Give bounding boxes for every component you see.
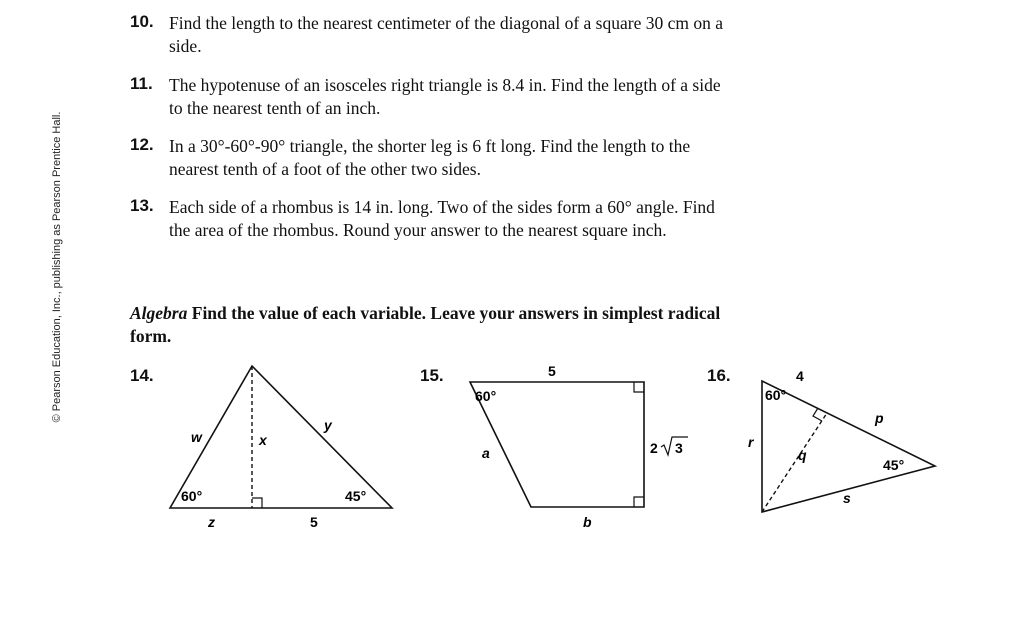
var-b: b: [583, 514, 592, 530]
figure-14: [170, 366, 392, 530]
var-y: y: [324, 417, 332, 433]
angle-60-label: 60°: [475, 388, 497, 404]
instruction-topic: Algebra: [130, 303, 188, 323]
figure-14-number: 14.: [130, 366, 154, 385]
figure-15: [470, 363, 688, 530]
angle-45-label: 45°: [345, 488, 367, 504]
var-x: x: [259, 432, 267, 448]
problem-number: 13.: [130, 196, 154, 215]
right-angle-mark-top: [634, 382, 644, 392]
top-5-label: 5: [548, 363, 556, 379]
instruction-text: Find the value of each variable. Leave your answers in simplest radical form.: [130, 303, 721, 346]
triangle-14: [170, 366, 392, 508]
figure-16: [748, 368, 935, 512]
angle-60-label: 60°: [765, 387, 787, 403]
var-r: r: [748, 434, 754, 450]
problem-number: 10.: [130, 12, 154, 31]
problem-text: Find the length to the nearest centimeter of the diagonal of a square 30 cm on a side.: [169, 13, 723, 56]
var-z: z: [208, 514, 215, 530]
problem-text: In a 30°-60°-90° triangle, the shorter leg is 6 ft long. Find the length to the nearest tenth of a foot of the other two sides.: [169, 136, 691, 179]
figure-16-number: 16.: [707, 366, 731, 385]
copyright-notice: © Pearson Education, Inc., publishing as Pearson Prentice Hall.: [51, 111, 63, 423]
right-angle-mark: [252, 498, 262, 508]
problem-number: 11.: [130, 74, 153, 93]
angle-45-label: 45°: [883, 457, 905, 473]
var-p: p: [875, 410, 884, 426]
figure-15-number: 15.: [420, 366, 444, 385]
radicand: 3: [675, 440, 683, 456]
radical-coefficient: 2: [650, 440, 658, 456]
base-5-label: 5: [310, 514, 318, 530]
problem-text: Each side of a rhombus is 14 in. long. Two of the sides form a 60° angle. Find the area of the rhombus. Round your answer to the nearest square inch.: [169, 197, 715, 240]
angle-60-label: 60°: [181, 488, 203, 504]
var-s: s: [843, 490, 851, 506]
var-a: a: [482, 445, 490, 461]
var-q: q: [798, 447, 807, 463]
problem-text: The hypotenuse of an isosceles right triangle is 8.4 in. Find the length of a side to the nearest tenth of an inch.: [169, 75, 721, 118]
top-4-label: 4: [796, 368, 804, 384]
right-angle-mark-bottom: [634, 497, 644, 507]
var-w: w: [191, 429, 202, 445]
problem-number: 12.: [130, 135, 154, 154]
